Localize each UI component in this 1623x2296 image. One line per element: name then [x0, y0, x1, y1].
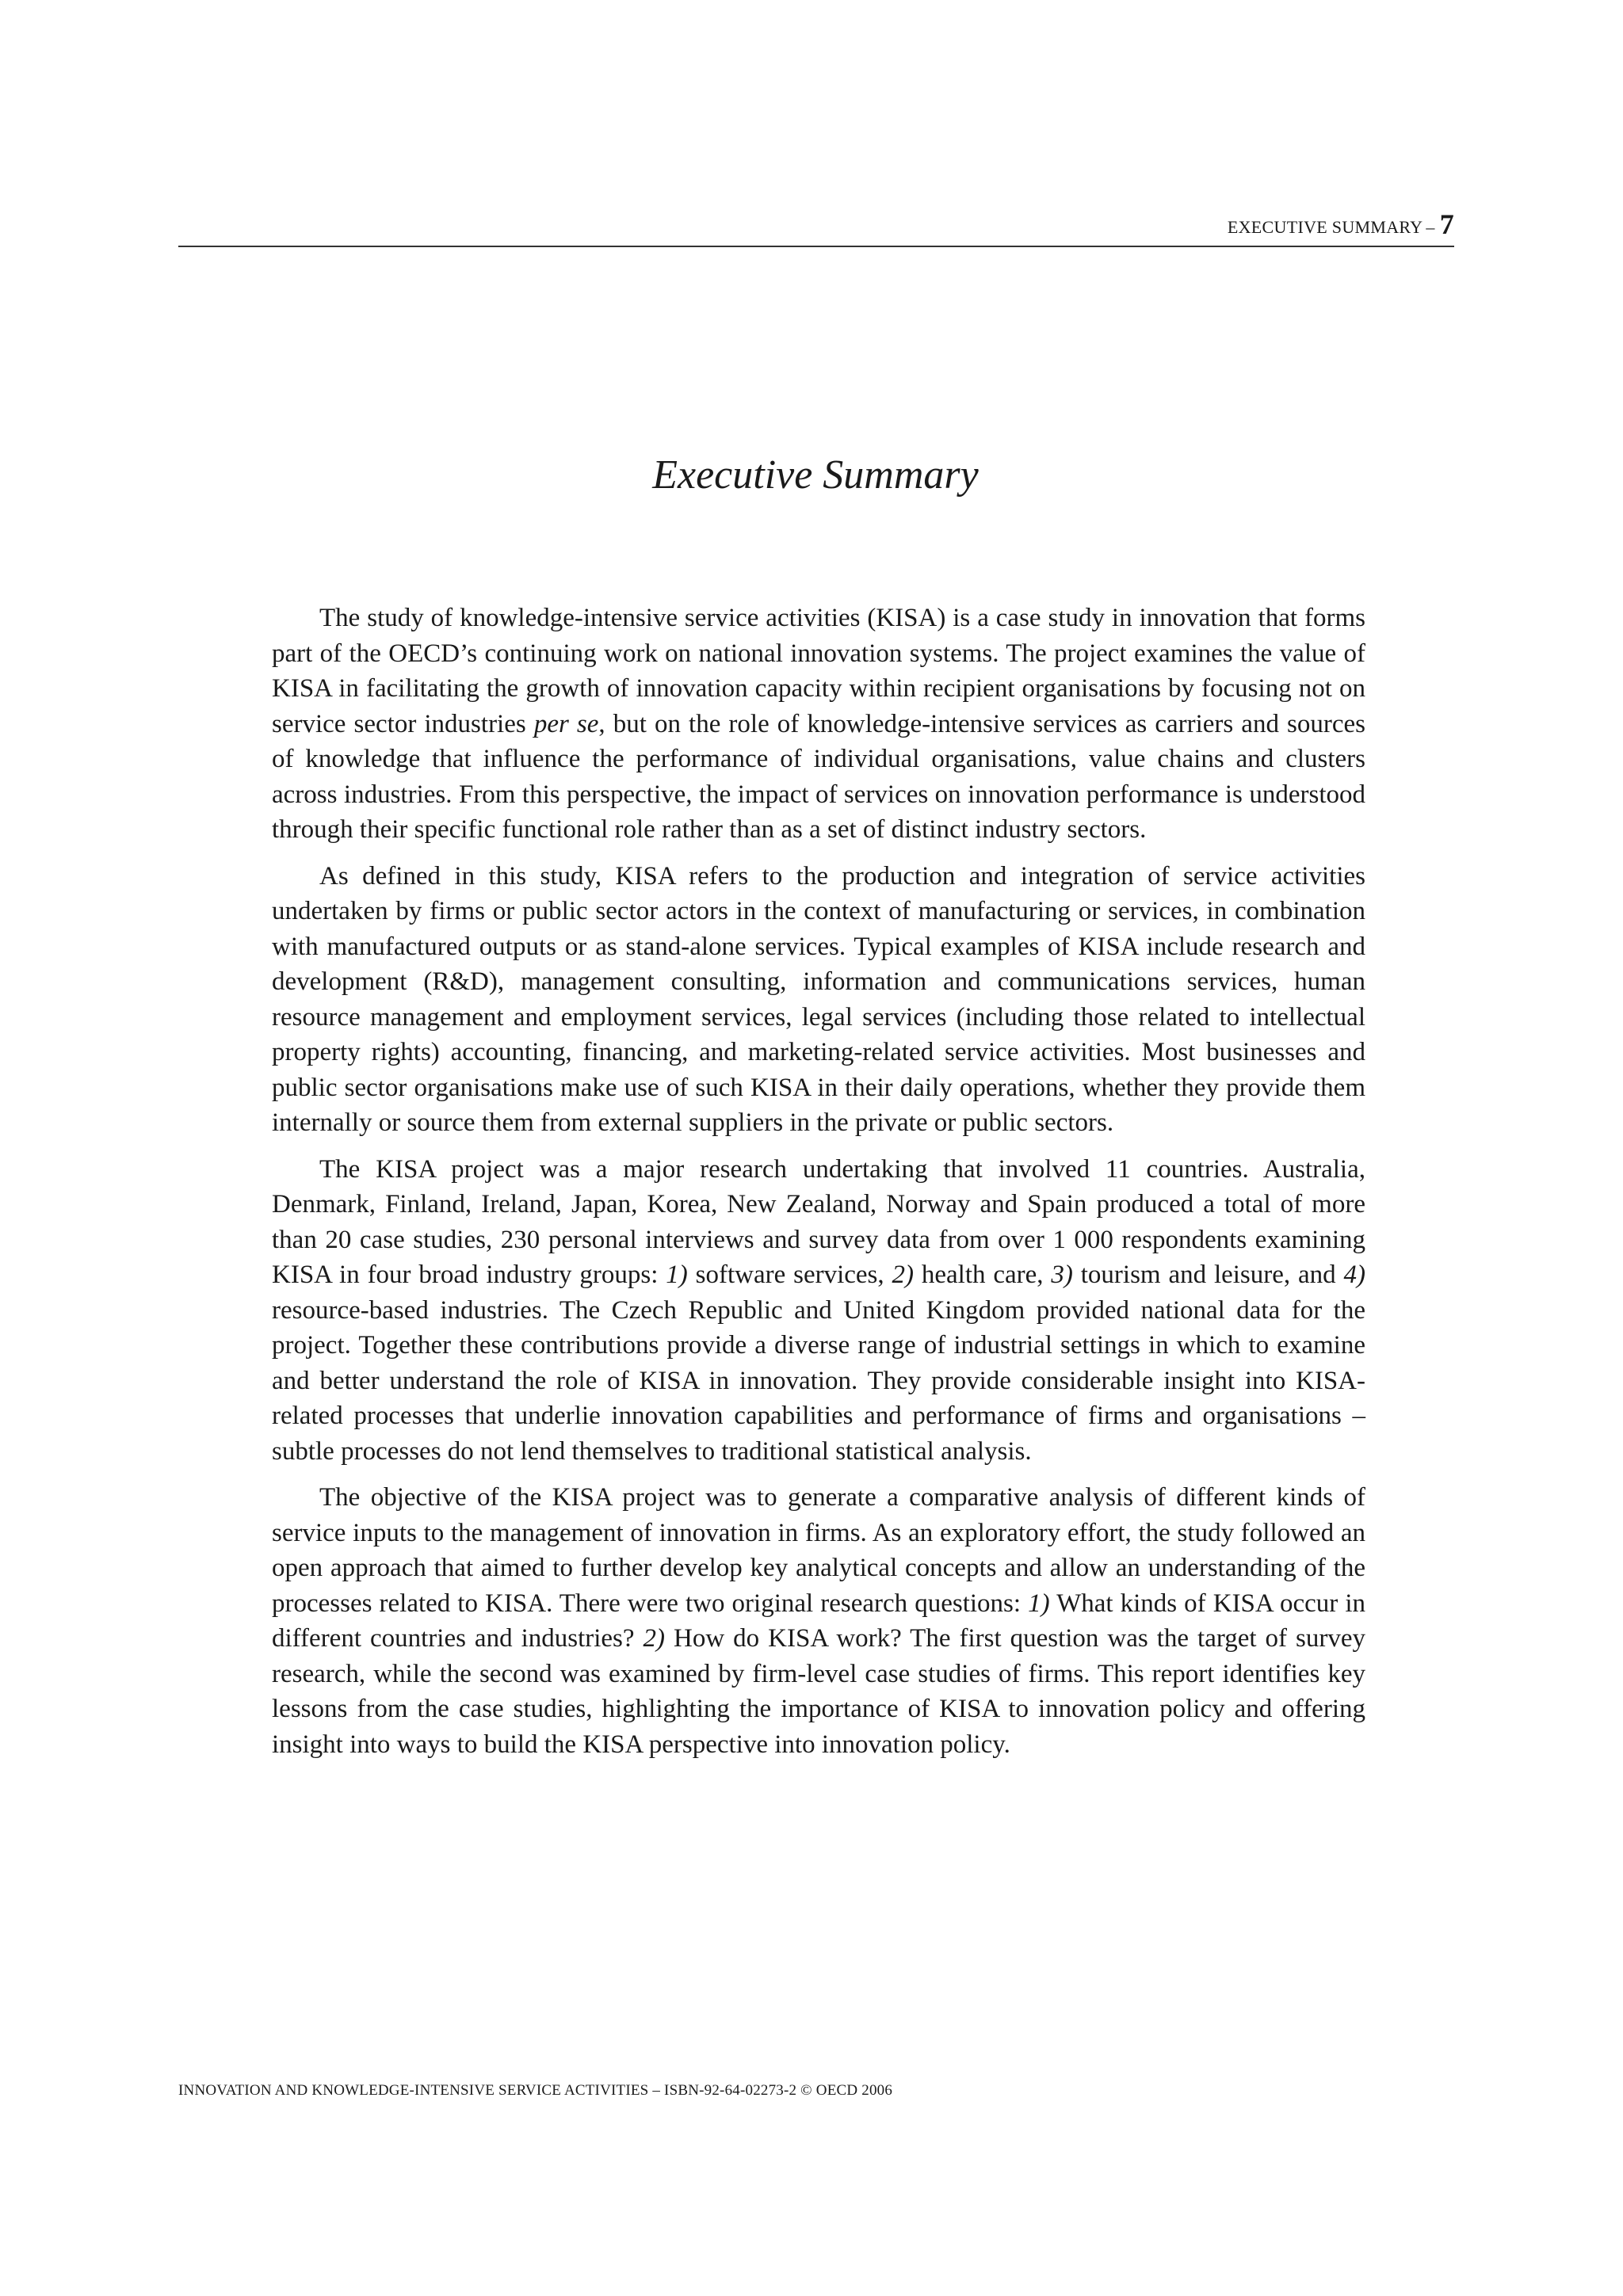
- header-separator: –: [1426, 217, 1435, 237]
- section-label: EXECUTIVE SUMMARY: [1227, 217, 1423, 237]
- italic-text: 2): [643, 1624, 666, 1653]
- paragraph-1: [272, 601, 1365, 848]
- text-run: What kinds of KISA occur in different countries and industries?: [272, 1589, 1365, 1653]
- text-run: The objective of the KISA project was to generate a comparative analysis of different kinds of service inputs to the management of innovation in firms. As an exploratory effort, the study followed an open approach that aimed to further develop key analytical concepts and allow an understanding of the processes related to KISA. There were two original research questions:: [272, 1483, 1365, 1618]
- running-header-text: [1228, 208, 1454, 241]
- text-run: health care,: [914, 1261, 1052, 1289]
- text-run: The KISA project was a major research undertaking that involved 11 countries. Australia, Denmark, Finland, Ireland, Japan, Korea, New Zealand, Norway and Spain produced a total of more than 20 case studies, 230 personal interviews and survey data from over 1 000 respondents examining KISA in four broad industry groups:: [272, 1154, 1365, 1289]
- page-footer: INNOVATION AND KNOWLEDGE-INTENSIVE SERVICE ACTIVITIES – ISBN-92-64-02273-2 © OECD 2006: [178, 2082, 893, 2099]
- italic-text: 1): [1028, 1589, 1050, 1618]
- text-run: The study of knowledge-intensive service activities (KISA) is a case study in innovation that forms part of the OECD’s continuing work on national innovation systems. The project examines the value of KISA in facilitating the growth of innovation capacity within recipient organisations by focusing not on service sector industries: [272, 604, 1365, 738]
- paragraph-4: [272, 1480, 1365, 1762]
- italic-text: 3): [1051, 1261, 1073, 1289]
- running-header: [178, 208, 1454, 247]
- italic-text: 1): [666, 1261, 688, 1289]
- italic-text: 2): [892, 1261, 914, 1289]
- text-run: How do KISA work? The first question was the target of survey research, while the second was examined by firm-level case studies of firms. This report identifies key lessons from the case studies, highlighting the importance of KISA to innovation policy and offering insight into ways to build the KISA perspective into innovation policy.: [272, 1624, 1365, 1759]
- page-title: Executive Summary: [652, 452, 979, 498]
- paragraph-3: [272, 1152, 1365, 1470]
- italic-text: per se: [533, 709, 599, 738]
- text-run: , but on the role of knowledge-intensive services as carriers and sources of knowledge that influence the performance of individual organisations, value chains and clusters across industries. From this perspective, the impact of services on innovation performance is understood through their specific functional role rather than as a set of distinct industry sectors.: [272, 709, 1366, 844]
- text-run: software services,: [687, 1261, 892, 1289]
- paragraph-2: [272, 859, 1365, 1141]
- italic-text: 4): [1343, 1261, 1366, 1289]
- body-text: [272, 601, 1365, 1773]
- text-run: resource-based industries. The Czech Republic and United Kingdom provided national data for the project. Together these contributions provide a diverse range of industrial settings in which to examine and better understand the role of KISA in innovation. They provide considerable insight into KISA-related processes that underlie innovation capabilities and performance of firms and organisations – subtle processes do not lend themselves to traditional statistical analysis.: [272, 1295, 1365, 1466]
- page-number: 7: [1439, 208, 1454, 240]
- text-run: As defined in this study, KISA refers to the production and integration of service activities undertaken by firms or public sector actors in the context of manufacturing or services, in combination with manufactured outputs or as stand-alone services. Typical examples of KISA include research and development (R&D), management consulting, information and communications services, human resource management and employment services, legal services (including those related to intellectual property rights) accounting, financing, and marketing-related service activities. Most businesses and public sector organisations make use of such KISA in their daily operations, whether they provide them internally or source them from external suppliers in the private or public sectors.: [272, 861, 1365, 1137]
- text-run: tourism and leisure, and: [1072, 1261, 1344, 1289]
